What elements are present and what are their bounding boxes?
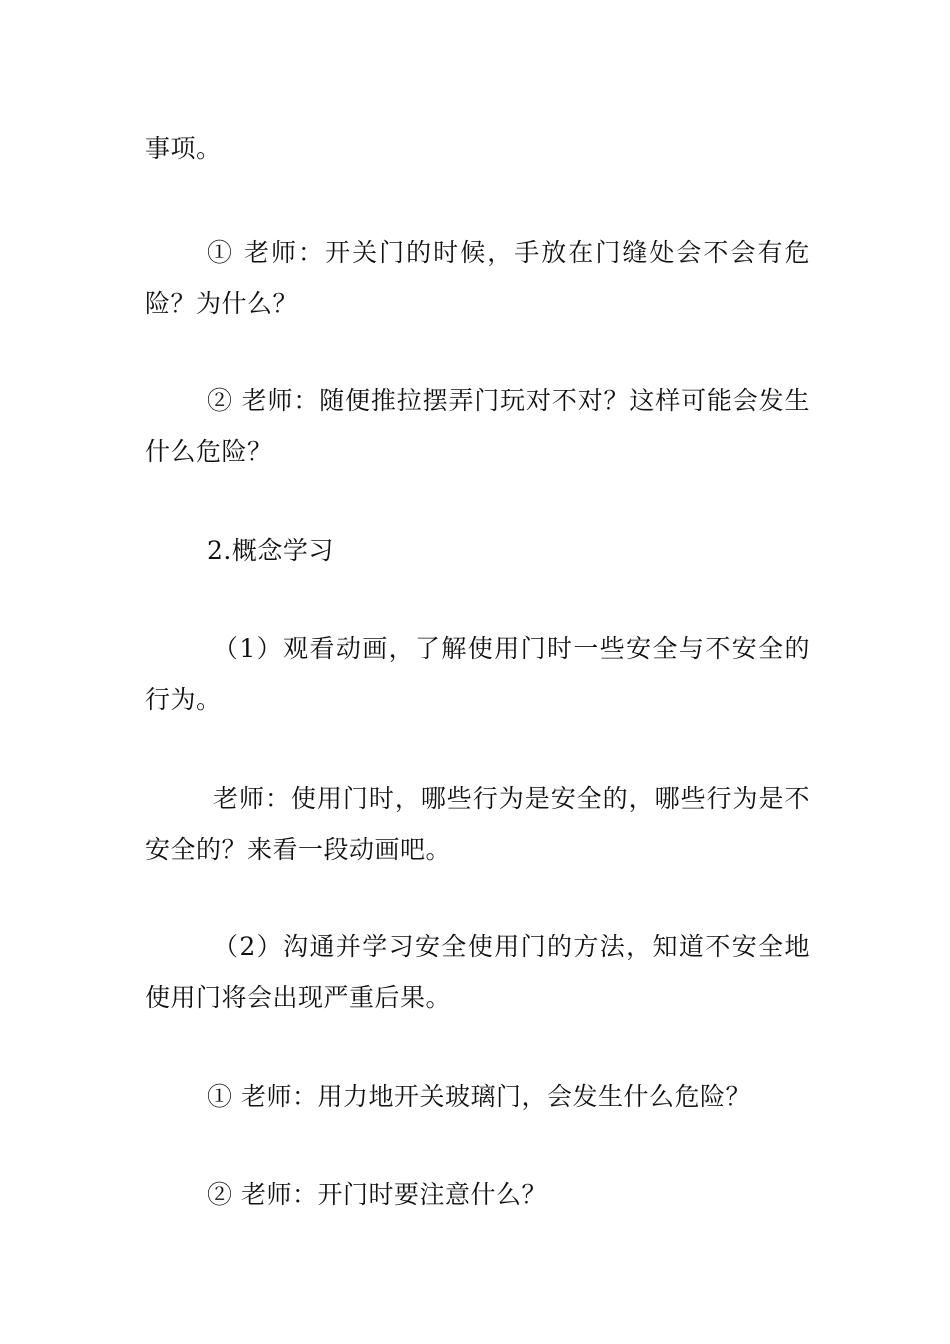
section-heading-concept-learning: 2.概念学习 [207, 536, 334, 565]
paragraph-question-3: ① 老师：用力地开关玻璃门，会发生什么危险？ [207, 1082, 751, 1111]
paragraph-question-1: ① 老师：开关门的时候，手放在门缝处会不会有危险？为什么？ [145, 238, 810, 318]
paragraph-step-2: （2）沟通并学习安全使用门的方法，知道不安全地使用门将会出现严重后果。 [145, 932, 810, 1012]
paragraph-teacher-prompt: 老师：使用门时，哪些行为是安全的，哪些行为是不安全的？来看一段动画吧。 [145, 784, 810, 864]
paragraph-step-1: （1）观看动画，了解使用门时一些安全与不安全的行为。 [145, 634, 810, 714]
paragraph-question-4: ② 老师：开门时要注意什么？ [207, 1180, 547, 1209]
paragraph-continuation: 事项。 [145, 134, 222, 163]
paragraph-question-2: ② 老师：随便推拉摆弄门玩对不对？这样可能会发生什么危险？ [145, 386, 810, 466]
